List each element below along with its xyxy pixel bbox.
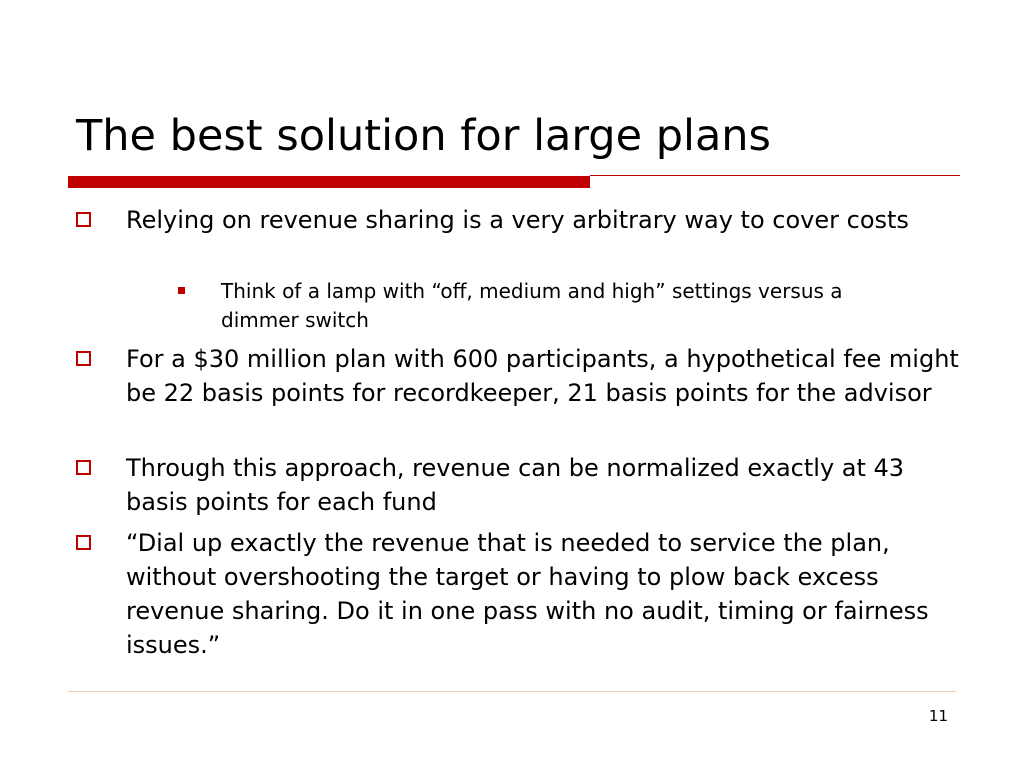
title-underline-thick	[68, 176, 590, 188]
hollow-square-bullet-icon	[76, 351, 91, 366]
sub-bullet-text: Think of a lamp with “off, medium and high” settings versus a dimmer switch	[221, 279, 843, 332]
hollow-square-bullet-icon	[76, 460, 91, 475]
bullet-text: Through this approach, revenue can be normalized exactly at 43 basis points for each fund	[126, 454, 905, 516]
bullet-item	[126, 203, 966, 237]
title-underline-thin	[590, 175, 960, 176]
bullet-text: For a $30 million plan with 600 participants, a hypothetical fee might be 22 basis points for recordkeeper, 21 basis points for the advisor	[126, 345, 959, 407]
hollow-square-bullet-icon	[76, 212, 91, 227]
bullet-text: “Dial up exactly the revenue that is needed to service the plan, without overshooting the target or having to plow back excess revenue sharing. Do it in one pass with no audit, timing or fairness issues.”	[126, 529, 929, 659]
filled-square-bullet-icon	[178, 287, 185, 294]
bullet-item	[126, 342, 966, 410]
bullet-item	[126, 451, 966, 519]
sub-bullet-item	[221, 277, 921, 335]
hollow-square-bullet-icon	[76, 535, 91, 550]
slide-title: The best solution for large plans	[76, 111, 771, 161]
footer-divider	[68, 691, 956, 692]
bullet-item	[126, 526, 966, 662]
bullet-text: Relying on revenue sharing is a very arbitrary way to cover costs	[126, 206, 909, 234]
page-number: 11	[928, 707, 948, 725]
